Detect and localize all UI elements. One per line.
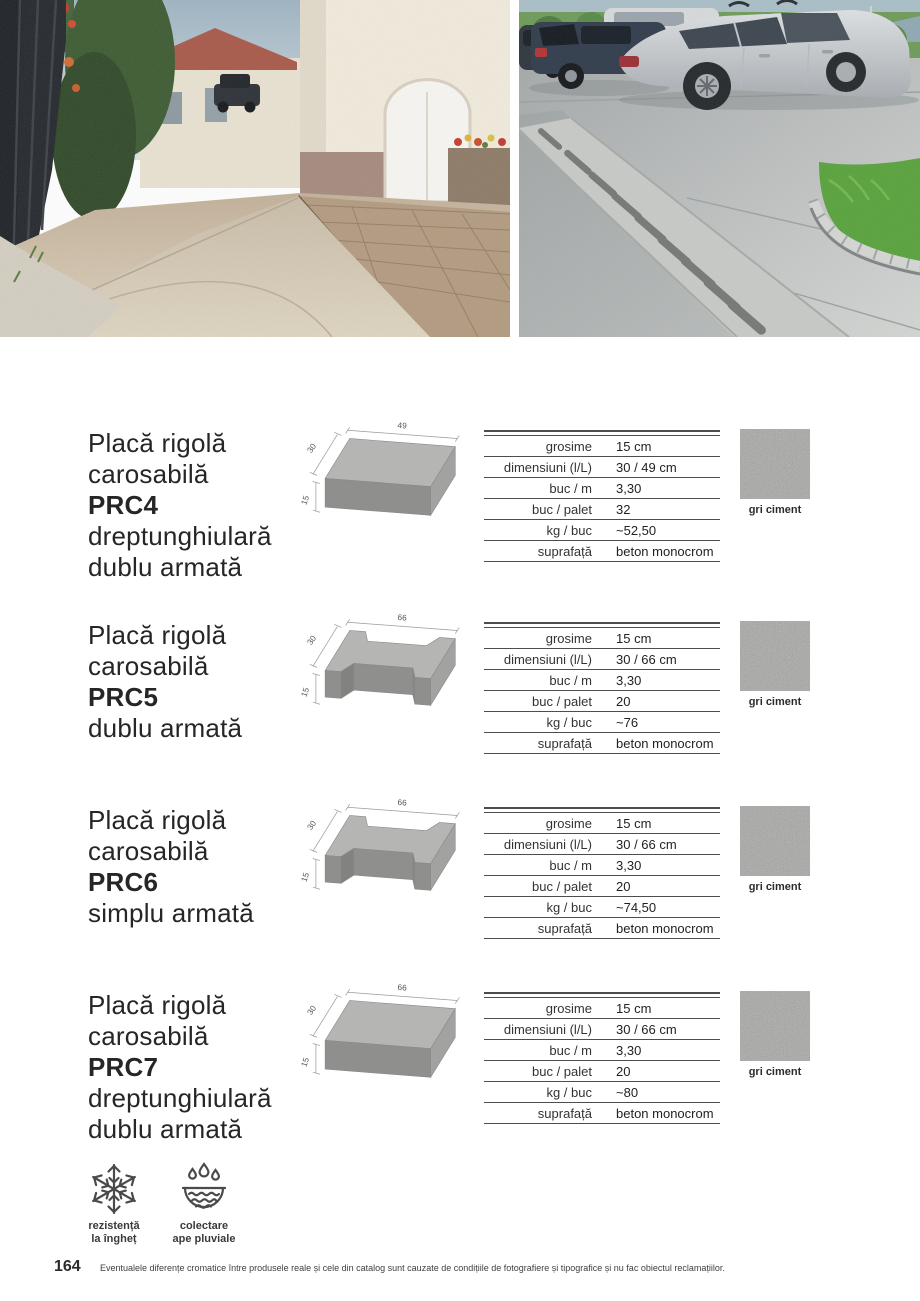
color-swatch-gri-ciment [740,621,810,691]
product-subtitle-line: dreptunghiulară [88,521,272,551]
product-title [88,990,272,1145]
spec-value: ~76 [616,714,639,730]
spec-label: suprafață [537,735,592,751]
spec-value: 30 / 49 cm [616,459,677,475]
spec-label: grosime [545,815,592,831]
spec-value: beton monocrom [616,735,714,751]
feature-label: rezistență la îngheț [88,1220,140,1245]
feature-rainwater-collection [166,1162,242,1246]
photo-left-scene [0,0,510,337]
spec-value: 20 [616,693,631,709]
color-swatch-gri-ciment [740,806,810,876]
spec-label: suprafață [537,543,592,559]
spec-label: suprafață [537,1105,592,1121]
spec-value: 3,30 [616,480,642,496]
spec-row [484,998,720,1019]
spec-label: dimensiuni (l/L) [503,459,592,475]
spec-row [484,1061,720,1082]
product-section-prc5 [0,610,920,802]
snowflake-icon [87,1162,141,1216]
dim-height-label: 15 [299,686,312,698]
spec-table [484,807,720,939]
spec-label: buc / palet [532,1063,592,1079]
spec-label: dimensiuni (l/L) [503,836,592,852]
photo-right-parking [519,0,920,337]
color-swatch-gri-ciment [740,991,810,1061]
spec-table [484,430,720,562]
spec-row [484,813,720,834]
product-figure-rectangular-block [282,418,482,543]
product-title-line: carosabilă [88,651,209,681]
spec-value: 15 cm [616,815,652,831]
spec-row [484,1040,720,1061]
product-figure-notched-block [282,795,482,920]
spec-label: buc / palet [532,693,592,709]
spec-label: dimensiuni (l/L) [503,1021,592,1037]
spec-label: suprafață [537,920,592,936]
spec-label: grosime [545,630,592,646]
spec-value: 30 / 66 cm [616,1021,677,1037]
product-section-prc7 [0,980,920,1172]
spec-label: dimensiuni (l/L) [503,651,592,667]
spec-row [484,541,720,562]
product-section-prc6 [0,795,920,987]
spec-row [484,855,720,876]
dim-length-label: 66 [397,612,408,623]
spec-value: 20 [616,878,631,894]
dim-width-label: 30 [305,819,319,832]
product-subtitle-line: dublu armată [88,1114,243,1144]
spec-label: grosime [545,1000,592,1016]
product-figure-notched-block [282,610,482,735]
spec-label: kg / buc [546,714,592,730]
spec-value: 3,30 [616,1042,642,1058]
swatch-label: gri ciment [748,504,802,516]
swatch-label: gri ciment [748,881,802,893]
product-code: PRC4 [88,490,159,520]
spec-row [484,628,720,649]
spec-row [484,649,720,670]
dim-width-label: 30 [305,1004,319,1017]
page-number: 164 [54,1258,81,1275]
dim-length-label: 49 [397,420,408,431]
spec-value: beton monocrom [616,1105,714,1121]
spec-value: 30 / 66 cm [616,836,677,852]
dim-height-label: 15 [299,1056,312,1068]
spec-value: 3,30 [616,672,642,688]
swatch-label: gri ciment [748,696,802,708]
product-subtitle-line: simplu armată [88,898,254,928]
spec-row [484,712,720,733]
product-title [88,428,272,583]
color-swatch-gri-ciment [740,429,810,499]
spec-label: kg / buc [546,899,592,915]
dim-height-label: 15 [299,871,312,883]
feature-label: colectare ape pluviale [172,1220,236,1245]
spec-row [484,834,720,855]
spec-label: buc / m [549,1042,592,1058]
spec-row [484,520,720,541]
swatch-label: gri ciment [748,1066,802,1078]
spec-value: 32 [616,501,631,517]
spec-row [484,499,720,520]
product-title-line: Placă rigolă [88,805,227,835]
photo-left-driveway [0,0,510,337]
spec-label: buc / palet [532,501,592,517]
product-figure-rectangular-block [282,980,482,1105]
rain-collection-icon [177,1162,231,1216]
product-subtitle-line: dublu armată [88,713,243,743]
product-code: PRC5 [88,682,159,712]
spec-value: 15 cm [616,630,652,646]
product-subtitle-line: dublu armată [88,552,243,582]
product-code: PRC7 [88,1052,159,1082]
spec-row [484,691,720,712]
spec-value: ~74,50 [616,899,657,915]
product-title-line: carosabilă [88,459,209,489]
spec-label: kg / buc [546,522,592,538]
photo-right-scene [519,0,920,337]
dim-width-label: 30 [305,634,319,647]
product-title [88,620,242,744]
product-title [88,805,254,929]
disclaimer-text: Eventualele diferențe cromatice între produsele reale și cele din catalog sunt cauzate de condițiile de fotografiere și tipografice și nu fac obiectul reclamațiilor. [100,1263,725,1273]
spec-row [484,733,720,754]
spec-table [484,622,720,754]
spec-label: grosime [545,438,592,454]
spec-row [484,1019,720,1040]
spec-value: 3,30 [616,857,642,873]
spec-row [484,897,720,918]
dim-length-label: 66 [397,797,408,808]
product-code: PRC6 [88,867,159,897]
spec-label: buc / m [549,857,592,873]
product-subtitle-line: dreptunghiulară [88,1083,272,1113]
spec-table [484,992,720,1124]
product-title-line: carosabilă [88,1021,209,1051]
product-title-line: Placă rigolă [88,428,227,458]
spec-value: ~52,50 [616,522,657,538]
feature-frost-resistance [76,1162,152,1246]
dim-height-label: 15 [299,494,312,506]
product-title-line: Placă rigolă [88,990,227,1020]
spec-label: buc / m [549,480,592,496]
spec-row [484,918,720,939]
spec-value: 15 cm [616,438,652,454]
spec-label: buc / palet [532,878,592,894]
product-title-line: carosabilă [88,836,209,866]
dim-length-label: 66 [397,982,408,993]
spec-label: buc / m [549,672,592,688]
spec-row [484,457,720,478]
spec-row [484,670,720,691]
spec-row [484,436,720,457]
product-title-line: Placă rigolă [88,620,227,650]
product-section-prc4 [0,418,920,610]
spec-row [484,876,720,897]
spec-row [484,1103,720,1124]
spec-value: beton monocrom [616,543,714,559]
feature-icons [76,1162,242,1246]
spec-value: 30 / 66 cm [616,651,677,667]
spec-value: ~80 [616,1084,639,1100]
dim-width-label: 30 [305,442,319,455]
spec-value: 20 [616,1063,631,1079]
spec-row [484,1082,720,1103]
spec-value: 15 cm [616,1000,652,1016]
spec-label: kg / buc [546,1084,592,1100]
spec-value: beton monocrom [616,920,714,936]
spec-row [484,478,720,499]
